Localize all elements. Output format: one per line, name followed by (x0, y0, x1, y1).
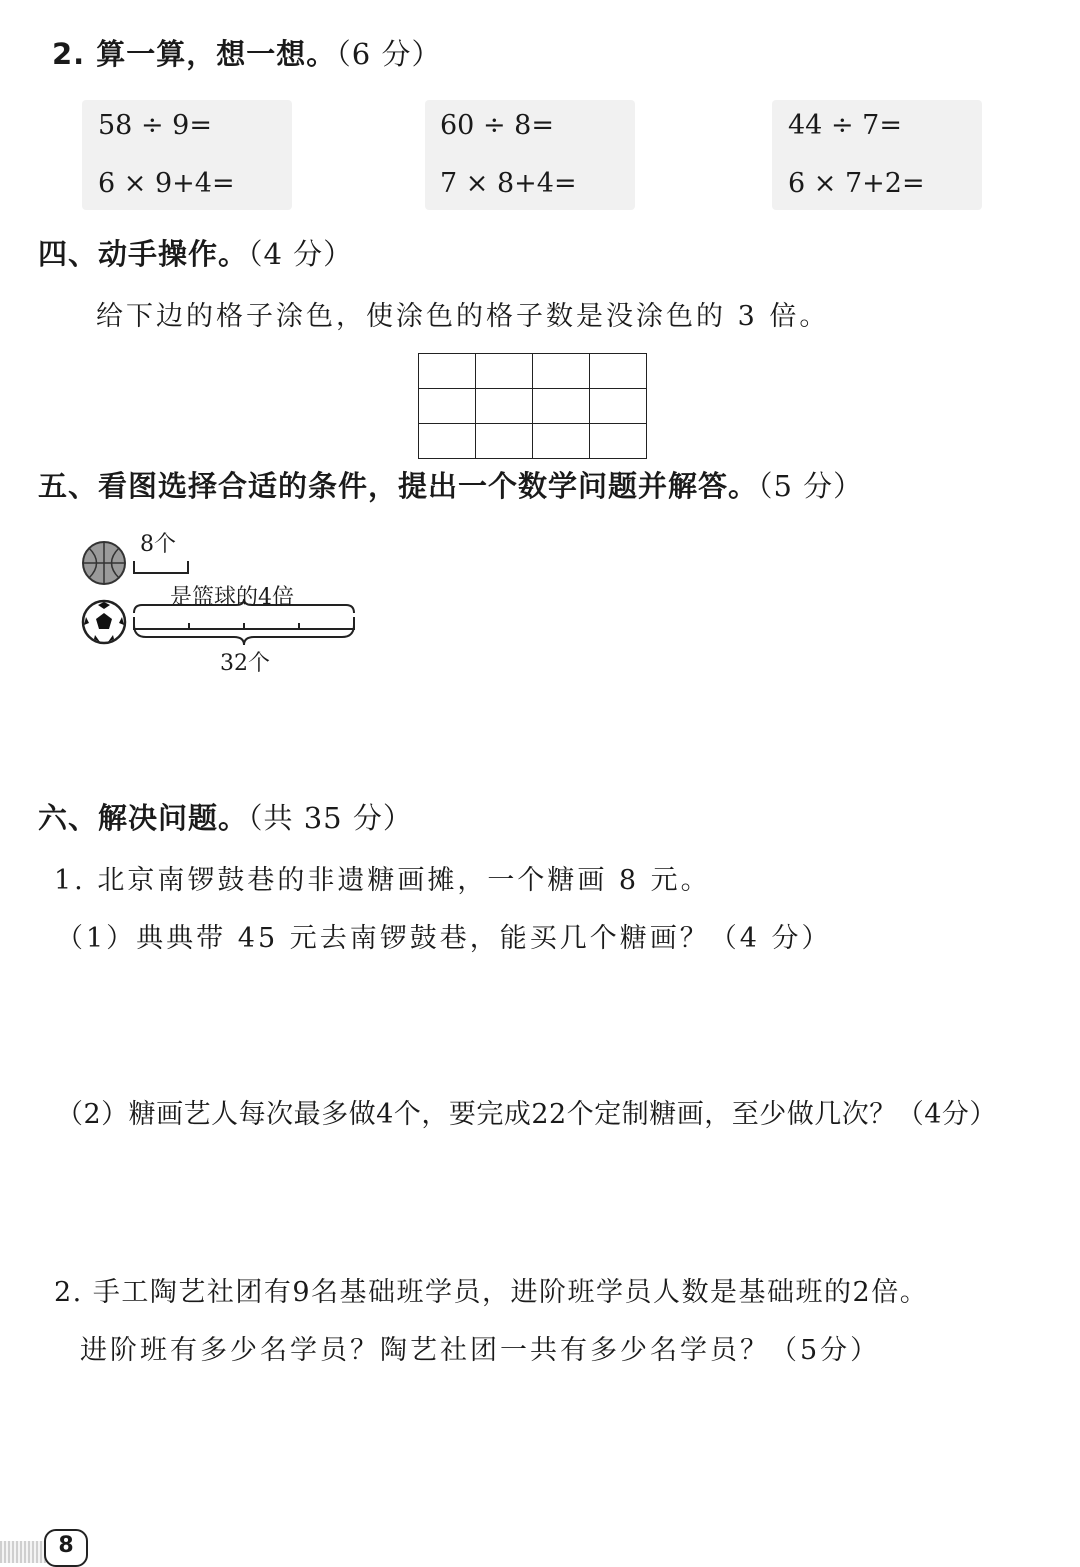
equation: 44 ÷ 7= (788, 110, 902, 141)
grid-cell[interactable] (419, 424, 476, 459)
problem2-line2: 进阶班有多少名学员？陶艺社团一共有多少名学员？（5分） (80, 1335, 881, 1366)
total-count-label: 32个 (220, 651, 270, 676)
section4-instruction: 给下边的格子涂色，使涂色的格子数是没涂色的 3 倍。 (96, 301, 830, 332)
problem1-statement: 1. 北京南锣鼓巷的非遗糖画摊，一个糖画 8 元。 (54, 865, 711, 896)
grid-cell[interactable] (419, 354, 476, 389)
problem1-sub1: （1）典典带 45 元去南锣鼓巷，能买几个糖画？（4 分） (56, 923, 832, 954)
grid-cell[interactable] (533, 424, 590, 459)
basketball-count-label: 8个 (140, 532, 176, 557)
grid-cell[interactable] (476, 424, 533, 459)
problem2-line1: 2. 手工陶艺社团有9名基础班学员，进阶班学员人数是基础班的2倍。 (54, 1277, 929, 1308)
q2-heading-text: 2. 算一算，想一想。 (52, 37, 337, 71)
grid-cell[interactable] (419, 389, 476, 424)
grid-cell[interactable] (476, 354, 533, 389)
section4-heading-text: 四、动手操作。 (38, 237, 249, 271)
equation: 7 × 8+4= (440, 168, 577, 199)
grid-cell[interactable] (476, 389, 533, 424)
page-number: 8 (44, 1529, 88, 1567)
grid-cell[interactable] (533, 389, 590, 424)
section5-points: （5 分） (758, 469, 864, 503)
section5-heading-text: 五、看图选择合适的条件，提出一个数学问题并解答。 (38, 469, 759, 503)
grid-cell[interactable] (590, 424, 647, 459)
grid-cell[interactable] (590, 389, 647, 424)
soccer-ball-icon (83, 601, 125, 643)
section4-heading (38, 232, 353, 273)
coloring-grid[interactable] (418, 353, 647, 459)
grid-cell[interactable] (533, 354, 590, 389)
q2-heading (52, 32, 441, 73)
relation-label: 是篮球的4倍 (170, 585, 294, 610)
section6-points: （共 35 分） (248, 801, 413, 835)
problem1-sub2: （2）糖画艺人每次最多做4个，要完成22个定制糖画，至少做几次？（4分） (56, 1099, 997, 1130)
basketball-bar (134, 561, 188, 573)
section6-heading-text: 六、解决问题。 (38, 801, 249, 835)
q2-points: （6 分） (336, 37, 442, 71)
equation: 6 × 7+2= (788, 168, 925, 199)
section5-heading (38, 464, 863, 505)
section6-heading (38, 796, 413, 837)
grid-cell[interactable] (590, 354, 647, 389)
page-tab-decoration (0, 1541, 46, 1563)
equation: 60 ÷ 8= (440, 110, 554, 141)
equation: 6 × 9+4= (98, 168, 235, 199)
basketball-icon (83, 542, 125, 584)
section4-points: （4 分） (248, 237, 354, 271)
equation: 58 ÷ 9= (98, 110, 212, 141)
